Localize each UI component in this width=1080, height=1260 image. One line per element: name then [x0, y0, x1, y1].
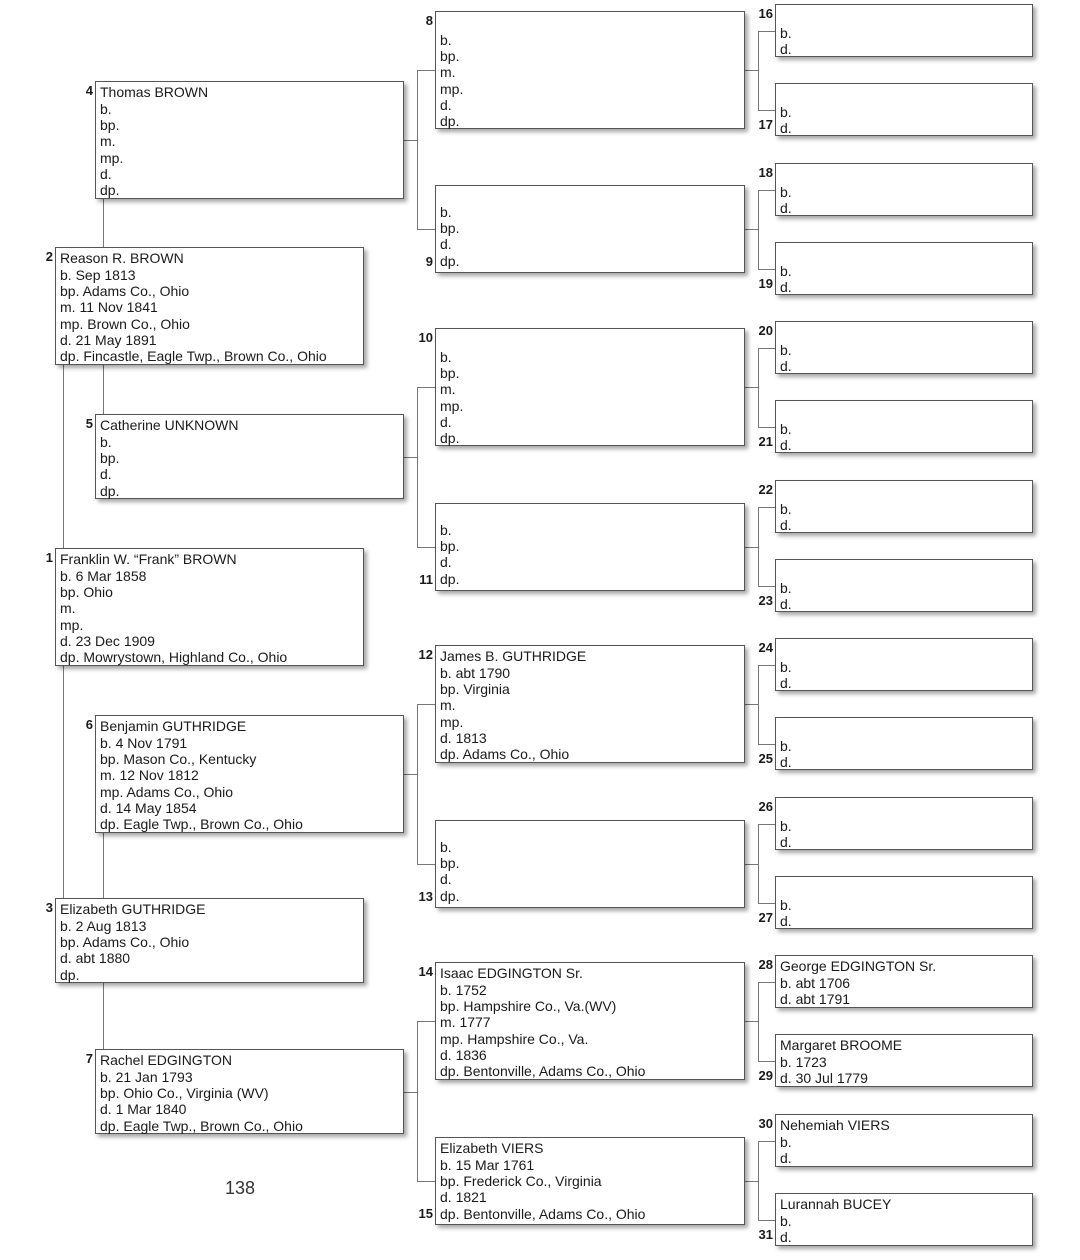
person-detail-line: d.: [780, 120, 792, 137]
connector-line: [758, 665, 759, 744]
connector-line: [745, 387, 759, 388]
person-box-10: [435, 328, 745, 446]
person-detail-line: d. 23 Dec 1909: [60, 632, 155, 649]
person-detail-line: bp.: [440, 220, 460, 237]
person-detail-line: b.: [780, 1213, 792, 1229]
person-number: 6: [85, 717, 93, 732]
connector-line: [758, 586, 775, 587]
connector-line: [758, 190, 759, 269]
person-detail-line: m. 12 Nov 1812: [100, 767, 199, 784]
person-detail-line: d. 1821: [440, 1189, 487, 1206]
connector-line: [404, 457, 418, 458]
connector-line: [758, 982, 775, 983]
person-detail-line: dp.: [440, 252, 460, 269]
connector-line: [417, 387, 418, 547]
person-number: 21: [758, 434, 773, 449]
person-box-2: [55, 247, 364, 365]
person-detail-line: d.: [780, 1229, 792, 1246]
person-number: 9: [425, 254, 433, 269]
person-box-18: [775, 163, 1033, 216]
person-detail-line: m. 11 Nov 1841: [60, 299, 158, 316]
person-detail-line: dp. Bentonville, Adams Co., Ohio: [440, 1205, 646, 1222]
connector-line: [758, 824, 759, 903]
person-name: Margaret BROOME: [780, 1037, 903, 1053]
person-number: 13: [418, 889, 433, 904]
person-box-29: [775, 1034, 1033, 1087]
person-box-9: [435, 185, 745, 273]
person-detail-line: bp.: [440, 365, 460, 382]
person-detail-line: b.: [440, 839, 452, 855]
connector-line: [758, 110, 775, 111]
person-detail-line: bp. Virginia: [440, 681, 510, 698]
person-name: Benjamin GUTHRIDGE: [100, 718, 247, 734]
person-detail-line: b. abt 1706: [780, 975, 851, 991]
person-name: Thomas BROWN: [100, 84, 209, 100]
person-number: 18: [758, 165, 773, 180]
person-box-4: [95, 81, 404, 199]
person-box-21: [775, 400, 1033, 453]
connector-line: [758, 1061, 775, 1062]
person-detail-line: b.: [780, 263, 792, 279]
connector-line: [758, 982, 759, 1061]
person-number: 7: [85, 1051, 93, 1066]
person-number: 2: [45, 249, 53, 264]
person-detail-line: m.: [440, 697, 456, 714]
connector-line: [103, 983, 104, 1049]
person-detail-line: b. Sep 1813: [60, 267, 136, 283]
person-detail-line: b.: [100, 434, 112, 450]
connector-line: [758, 427, 775, 428]
person-box-3: [55, 898, 364, 983]
connector-line: [417, 387, 435, 388]
person-detail-line: d. 1 Mar 1840: [100, 1101, 187, 1118]
person-detail-line: mp. Hampshire Co., Va.: [440, 1030, 589, 1047]
person-number: 11: [419, 572, 433, 587]
person-detail-line: dp. Eagle Twp., Brown Co., Ohio: [100, 816, 303, 833]
person-name: Elizabeth GUTHRIDGE: [60, 901, 206, 917]
connector-line: [417, 704, 435, 705]
person-detail-line: m.: [100, 133, 116, 150]
person-detail-line: dp. Mowrystown, Highland Co., Ohio: [60, 649, 288, 666]
person-box-26: [775, 797, 1033, 850]
person-detail-line: b.: [780, 184, 792, 200]
person-detail-line: bp.: [440, 855, 460, 872]
person-number: 14: [418, 964, 433, 979]
person-name: Isaac EDGINGTON Sr.: [440, 965, 583, 981]
person-detail-line: mp.: [440, 397, 464, 414]
person-detail-line: d.: [780, 279, 792, 296]
connector-line: [745, 1021, 759, 1022]
person-name: Nehemiah VIERS: [780, 1117, 890, 1133]
connector-line: [745, 704, 759, 705]
person-detail-line: d.: [440, 871, 452, 888]
connector-line: [417, 1181, 435, 1182]
person-detail-line: b.: [780, 104, 792, 120]
person-box-19: [775, 242, 1033, 295]
person-box-31: [775, 1193, 1033, 1246]
connector-line: [417, 70, 418, 230]
person-number: 3: [45, 900, 53, 915]
person-detail-line: bp. Frederick Co., Virginia: [440, 1173, 602, 1190]
connector-line: [745, 229, 759, 230]
person-number: 22: [758, 482, 773, 497]
connector-line: [758, 665, 775, 666]
person-box-1: [55, 548, 364, 666]
person-detail-line: d.: [780, 834, 792, 851]
person-detail-line: b.: [780, 421, 792, 437]
person-number: 24: [758, 640, 773, 655]
person-detail-line: d.: [780, 200, 792, 217]
person-detail-line: b. 1752: [440, 982, 487, 998]
person-number: 29: [758, 1068, 773, 1083]
person-detail-line: m. 1777: [440, 1014, 491, 1031]
person-detail-line: d. 14 May 1854: [100, 799, 197, 816]
person-detail-line: dp.: [440, 570, 460, 587]
connector-line: [758, 31, 775, 32]
person-detail-line: b.: [780, 738, 792, 754]
connector-line: [417, 229, 435, 230]
person-detail-line: b.: [780, 818, 792, 834]
person-detail-line: dp.: [100, 182, 120, 199]
person-number: 19: [758, 276, 773, 291]
person-detail-line: bp. Ohio: [60, 584, 113, 601]
person-detail-line: d. abt 1791: [780, 991, 851, 1008]
person-box-22: [775, 480, 1033, 533]
person-box-8: [435, 11, 745, 129]
person-number: 4: [85, 83, 93, 98]
connector-line: [758, 903, 775, 904]
person-detail-line: b. 21 Jan 1793: [100, 1069, 193, 1085]
person-box-30: [775, 1114, 1033, 1167]
person-detail-line: bp. Mason Co., Kentucky: [100, 751, 257, 768]
person-name: Lurannah BUCEY: [780, 1196, 892, 1212]
person-name: Elizabeth VIERS: [440, 1140, 544, 1156]
connector-line: [63, 666, 64, 898]
connector-line: [758, 1141, 759, 1220]
connector-line: [63, 365, 64, 548]
connector-line: [758, 507, 759, 586]
connector-line: [417, 547, 435, 548]
person-detail-line: mp. Brown Co., Ohio: [60, 315, 190, 332]
connector-line: [758, 269, 775, 270]
connector-line: [417, 1021, 435, 1022]
person-detail-line: d.: [440, 96, 452, 113]
person-detail-line: b.: [780, 342, 792, 358]
person-detail-line: dp.: [440, 887, 460, 904]
person-box-6: [95, 715, 404, 833]
person-name: Catherine UNKNOWN: [100, 417, 239, 433]
person-detail-line: b.: [780, 580, 792, 596]
person-detail-line: mp.: [60, 616, 84, 633]
person-detail-line: b. abt 1790: [440, 665, 511, 681]
person-detail-line: mp.: [100, 149, 124, 166]
connector-line: [404, 774, 418, 775]
person-detail-line: mp. Adams Co., Ohio: [100, 783, 234, 800]
connector-line: [417, 704, 418, 864]
person-number: 23: [758, 593, 773, 608]
person-detail-line: d.: [780, 437, 792, 454]
person-detail-line: d.: [780, 675, 792, 692]
person-name: George EDGINGTON Sr.: [780, 958, 937, 974]
person-detail-line: b. 1723: [780, 1054, 827, 1070]
person-number: 20: [758, 323, 773, 338]
person-box-27: [775, 876, 1033, 929]
person-name: Franklin W. “Frank” BROWN: [60, 551, 237, 567]
person-detail-line: dp.: [100, 482, 120, 499]
person-detail-line: bp. Adams Co., Ohio: [60, 283, 190, 300]
person-number: 10: [418, 330, 433, 345]
connector-line: [758, 348, 759, 427]
person-detail-line: b.: [440, 349, 452, 365]
connector-line: [103, 199, 104, 247]
connector-line: [745, 1181, 759, 1182]
person-detail-line: b.: [780, 659, 792, 675]
person-number: 1: [45, 550, 53, 565]
person-box-15: [435, 1137, 745, 1225]
connector-line: [758, 31, 759, 110]
person-detail-line: d.: [780, 913, 792, 930]
person-detail-line: b.: [440, 522, 452, 538]
connector-line: [745, 864, 759, 865]
person-number: 15: [418, 1206, 433, 1221]
person-detail-line: dp. Bentonville, Adams Co., Ohio: [440, 1063, 646, 1080]
person-number: 17: [758, 117, 773, 132]
person-detail-line: b.: [780, 897, 792, 913]
person-detail-line: d.: [780, 41, 792, 58]
person-box-13: [435, 820, 745, 908]
person-detail-line: d. 21 May 1891: [60, 331, 157, 348]
person-number: 28: [758, 957, 773, 972]
connector-line: [404, 140, 418, 141]
person-detail-line: b.: [780, 1134, 792, 1150]
person-box-20: [775, 321, 1033, 374]
person-detail-line: d.: [780, 517, 792, 534]
person-box-24: [775, 638, 1033, 691]
person-detail-line: bp.: [440, 48, 460, 65]
person-detail-line: dp. Adams Co., Ohio: [440, 746, 570, 763]
person-detail-line: dp.: [440, 113, 460, 130]
person-detail-line: d. 30 Jul 1779: [780, 1070, 868, 1087]
connector-line: [417, 1021, 418, 1181]
connector-line: [404, 1092, 418, 1093]
person-detail-line: b. 6 Mar 1858: [60, 568, 147, 584]
person-box-23: [775, 559, 1033, 612]
person-number: 26: [758, 799, 773, 814]
connector-line: [758, 507, 775, 508]
connector-line: [417, 70, 435, 71]
connector-line: [758, 1141, 775, 1142]
person-detail-line: b.: [440, 204, 452, 220]
connector-line: [745, 70, 759, 71]
person-box-28: [775, 955, 1033, 1008]
connector-line: [758, 1220, 775, 1221]
person-box-25: [775, 717, 1033, 770]
person-box-7: [95, 1049, 404, 1134]
person-detail-line: d.: [440, 554, 452, 571]
person-detail-line: bp.: [100, 117, 120, 134]
person-detail-line: dp.: [60, 966, 80, 983]
connector-line: [758, 744, 775, 745]
person-number: 12: [418, 647, 433, 662]
person-detail-line: bp.: [440, 538, 460, 555]
person-name: Rachel EDGINGTON: [100, 1052, 232, 1068]
person-number: 27: [758, 910, 773, 925]
connector-line: [758, 824, 775, 825]
person-detail-line: dp. Fincastle, Eagle Twp., Brown Co., Ohio: [60, 348, 327, 365]
person-detail-line: bp. Ohio Co., Virginia (WV): [100, 1085, 269, 1102]
person-number: 5: [85, 416, 93, 431]
connector-line: [745, 547, 759, 548]
person-detail-line: bp. Adams Co., Ohio: [60, 934, 190, 951]
person-detail-line: bp. Hampshire Co., Va.(WV): [440, 998, 617, 1015]
person-detail-line: b.: [440, 32, 452, 48]
person-name: James B. GUTHRIDGE: [440, 648, 587, 664]
person-detail-line: d.: [780, 358, 792, 375]
connector-line: [758, 348, 775, 349]
person-box-11: [435, 503, 745, 591]
connector-line: [417, 864, 435, 865]
person-detail-line: b.: [100, 101, 112, 117]
connector-line: [103, 365, 104, 414]
person-number: 25: [758, 751, 773, 766]
person-detail-line: d.: [440, 413, 452, 430]
person-detail-line: b.: [780, 501, 792, 517]
person-box-12: [435, 645, 745, 763]
person-detail-line: d.: [780, 596, 792, 613]
person-detail-line: b. 15 Mar 1761: [440, 1157, 535, 1173]
person-box-5: [95, 414, 404, 499]
person-detail-line: b. 2 Aug 1813: [60, 918, 147, 934]
person-box-17: [775, 83, 1033, 136]
person-number: 8: [425, 13, 433, 28]
person-detail-line: b. 4 Nov 1791: [100, 735, 188, 751]
person-box-16: [775, 4, 1033, 57]
page-number: 138: [224, 1178, 256, 1198]
person-detail-line: d.: [100, 165, 112, 182]
person-detail-line: d. abt 1880: [60, 950, 131, 967]
person-detail-line: d.: [780, 1150, 792, 1167]
person-box-14: [435, 962, 745, 1080]
person-detail-line: d.: [100, 466, 112, 483]
person-number: 16: [758, 6, 773, 21]
person-detail-line: m.: [60, 600, 76, 617]
person-name: Reason R. BROWN: [60, 250, 184, 266]
person-detail-line: m.: [440, 64, 456, 81]
person-detail-line: dp.: [440, 430, 460, 447]
person-detail-line: d.: [440, 236, 452, 253]
person-detail-line: d.: [780, 754, 792, 771]
person-number: 31: [758, 1227, 773, 1242]
person-detail-line: m.: [440, 381, 456, 398]
person-detail-line: b.: [780, 25, 792, 41]
person-detail-line: d. 1836: [440, 1046, 487, 1063]
person-detail-line: mp.: [440, 80, 464, 97]
person-detail-line: bp.: [100, 450, 120, 467]
connector-line: [103, 833, 104, 898]
person-detail-line: d. 1813: [440, 729, 487, 746]
connector-line: [758, 190, 775, 191]
person-number: 30: [758, 1116, 773, 1131]
person-detail-line: mp.: [440, 713, 464, 730]
person-detail-line: dp. Eagle Twp., Brown Co., Ohio: [100, 1117, 303, 1134]
